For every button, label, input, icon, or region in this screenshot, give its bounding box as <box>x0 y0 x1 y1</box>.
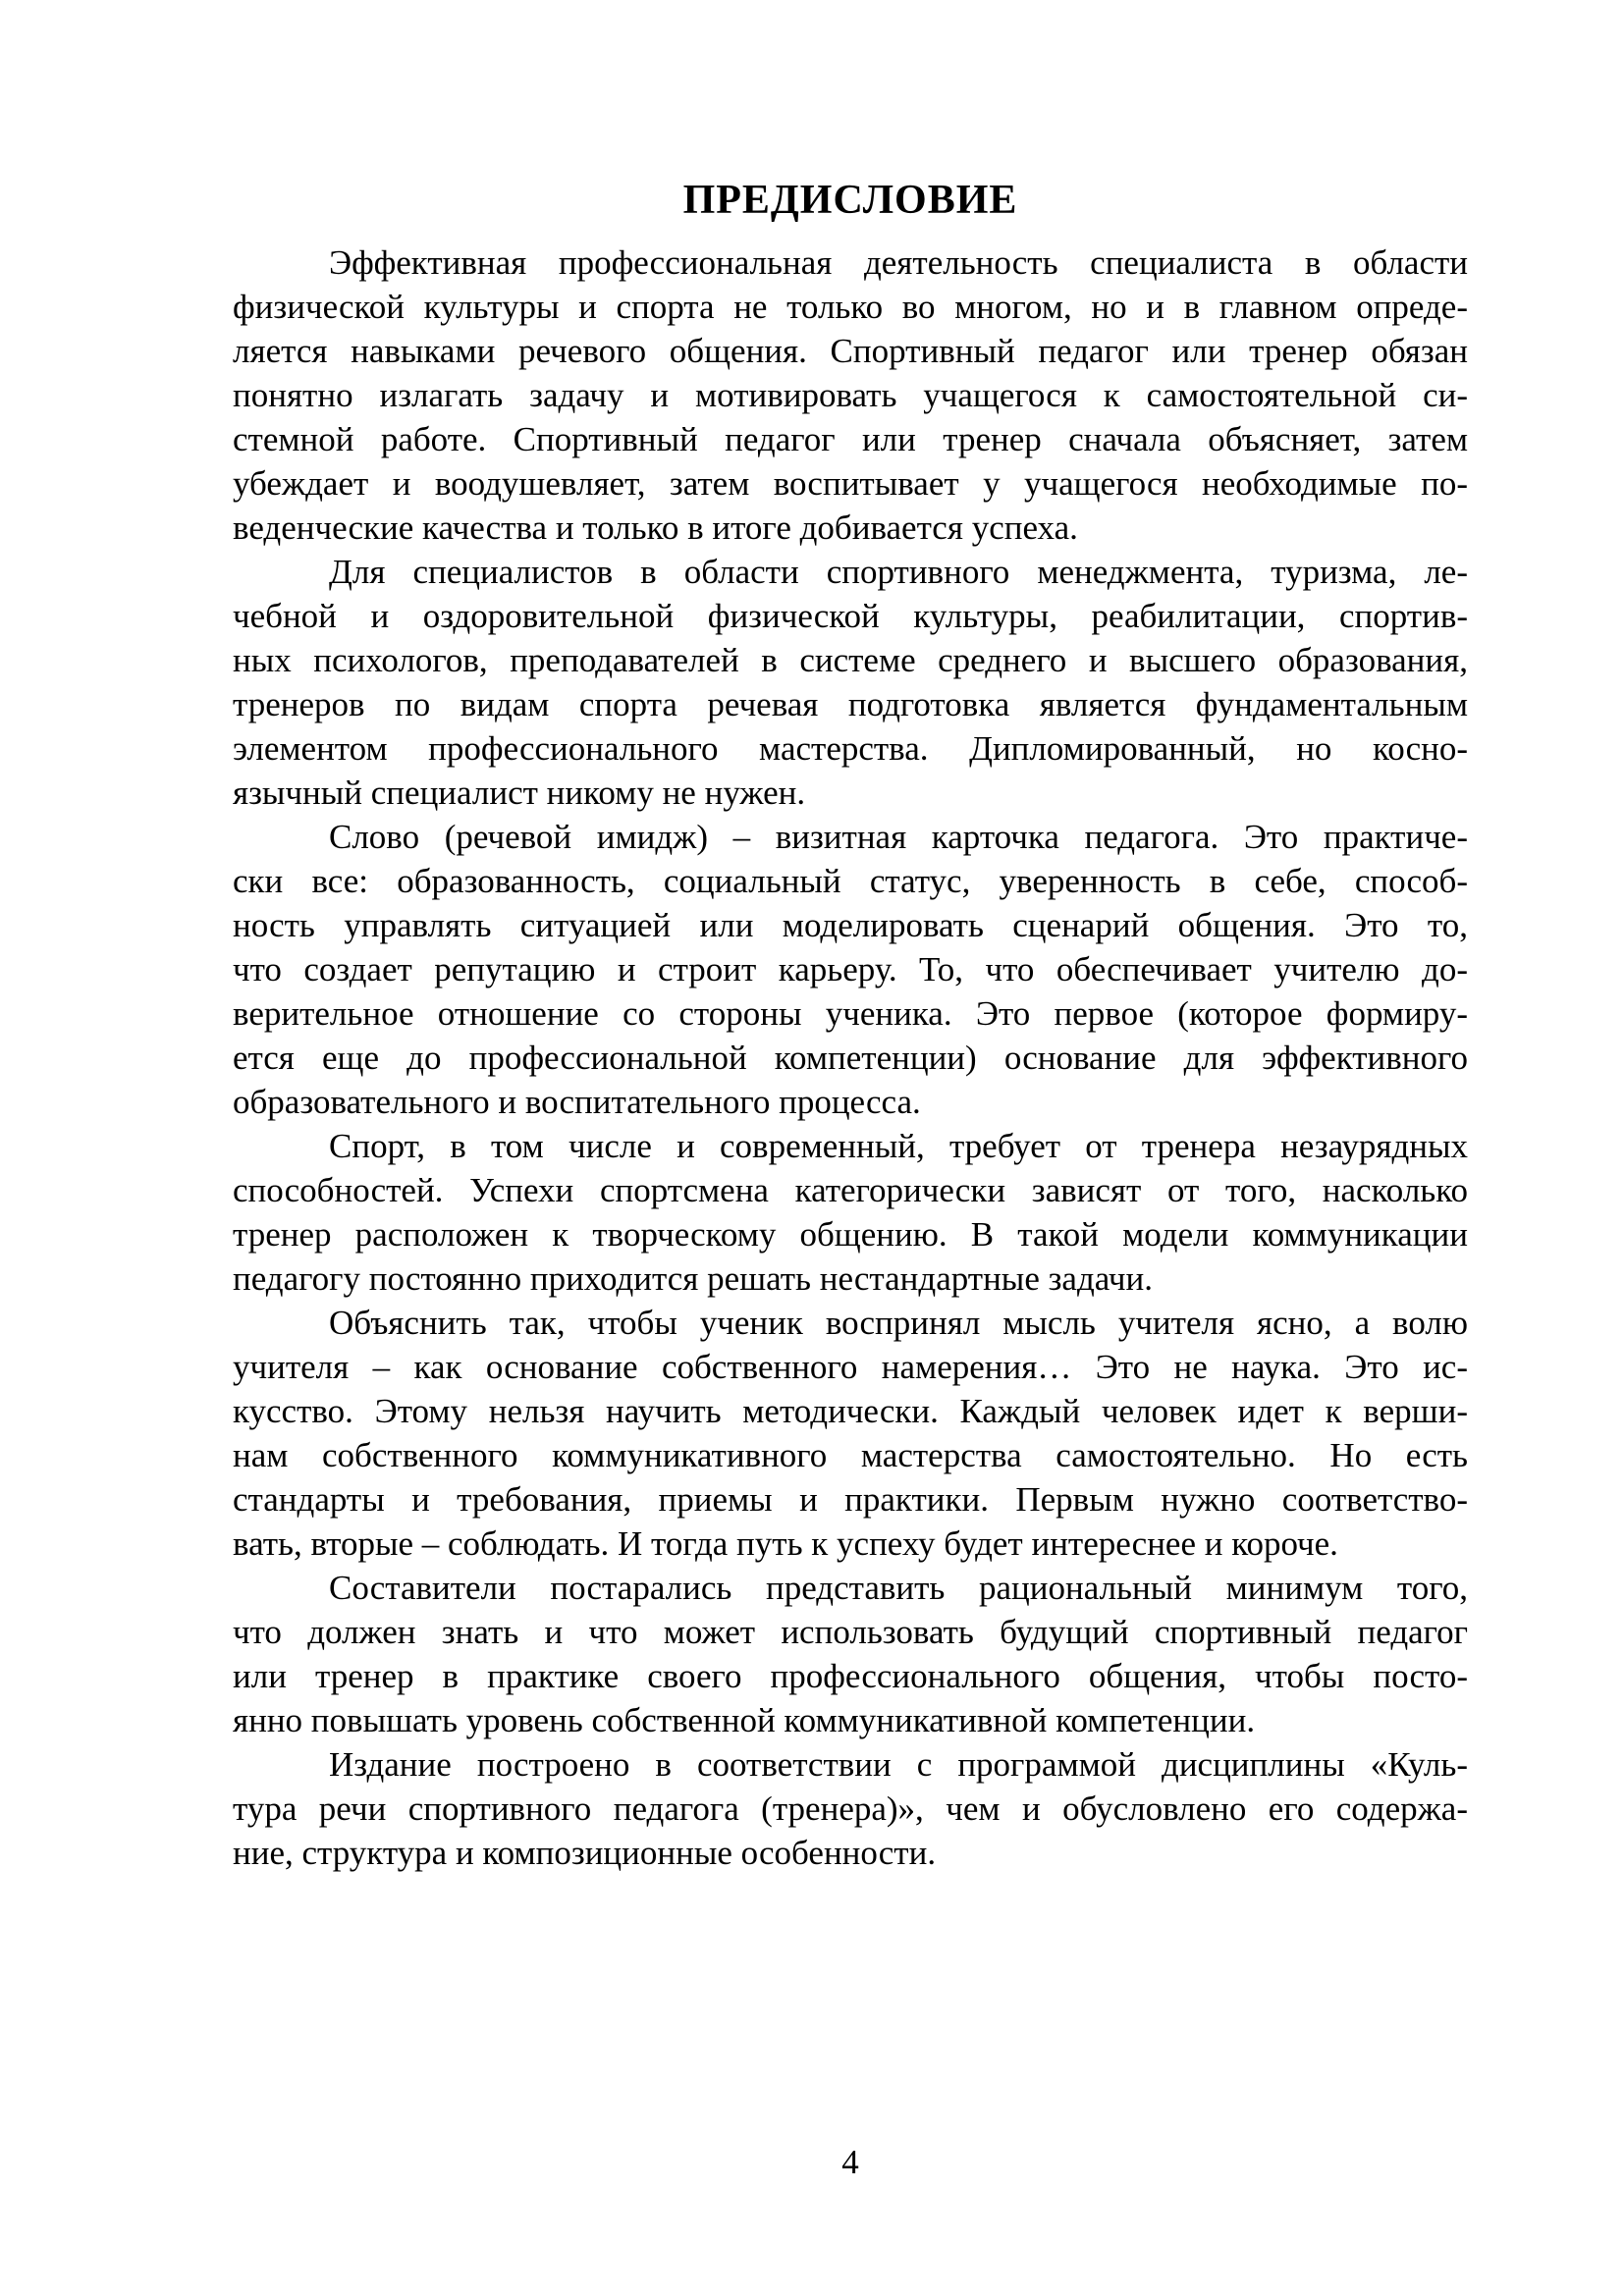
text-line: тура речи спортивного педагога (тренера)», чем и обусловлено его содержа- <box>233 1789 1468 1828</box>
text-line: Слово (речевой имидж) – визитная карточка педагога. Это практиче- <box>329 818 1468 856</box>
page-title: ПРЕДИСЛОВИЕ <box>682 178 1018 224</box>
preface-body <box>233 240 1468 1875</box>
text-line: физической культуры и спорта не только во многом, но и в главном опреде- <box>233 288 1468 326</box>
text-line: Эффективная профессиональная деятельность специалиста в области <box>329 243 1468 282</box>
paragraph <box>233 1566 1468 1742</box>
text-line: кусство. Этому нельзя научить методически. Каждый человек идет к верши- <box>233 1392 1468 1430</box>
text-line: нам собственного коммуникативного мастерства самостоятельно. Но есть <box>233 1436 1468 1474</box>
text-line: образовательного и воспитательного процесса. <box>233 1083 921 1121</box>
text-line: тренер расположен к творческому общению. В такой модели коммуникации <box>233 1215 1468 1254</box>
text-line: убеждает и воодушевляет, затем воспитывает у учащегося необходимые по- <box>233 464 1468 503</box>
text-line: ние, структура и композиционные особенности. <box>233 1834 937 1872</box>
text-line: Объяснить так, чтобы ученик воспринял мысль учителя ясно, а волю <box>329 1304 1468 1342</box>
text-line: Для специалистов в области спортивного менеджмента, туризма, ле- <box>329 553 1468 591</box>
text-line: верительное отношение со стороны ученика. Это первое (которое формиру- <box>233 994 1468 1033</box>
text-line: стемной работе. Спортивный педагог или тренер сначала объясняет, затем <box>233 420 1468 458</box>
paragraph <box>233 550 1468 815</box>
text-line: Спорт, в том числе и современный, требует от тренера незаурядных <box>329 1127 1468 1165</box>
paragraph <box>233 1742 1468 1875</box>
text-line: вать, вторые – соблюдать. И тогда путь к успеху будет интереснее и короче. <box>233 1524 1338 1563</box>
paragraph <box>233 240 1468 550</box>
text-line: янно повышать уровень собственной коммуникативной компетенции. <box>233 1701 1256 1739</box>
text-line: тренеров по видам спорта речевая подготовка является фундаментальным <box>233 685 1468 723</box>
text-line: веденческие качества и только в итоге добивается успеха. <box>233 508 1078 547</box>
text-line: Составители постарались представить рациональный минимум того, <box>329 1569 1468 1607</box>
text-line: чебной и оздоровительной физической культуры, реабилитации, спортив- <box>233 597 1468 635</box>
paragraph <box>233 1301 1468 1566</box>
text-line: Издание построено в соответствии с программой дисциплины «Куль- <box>329 1745 1468 1784</box>
text-line: ски все: образованность, социальный статус, уверенность в себе, способ- <box>233 862 1468 900</box>
paragraph <box>233 815 1468 1124</box>
paragraph <box>233 1124 1468 1301</box>
text-line: элементом профессионального мастерства. Дипломированный, но косно- <box>233 729 1468 768</box>
text-line: что должен знать и что может использовать будущий спортивный педагог <box>233 1613 1468 1651</box>
text-line: понятно излагать задачу и мотивировать учащегося к самостоятельной си- <box>233 376 1468 414</box>
text-line: ется еще до профессиональной компетенции) основание для эффективного <box>233 1039 1468 1077</box>
text-line: язычный специалист никому не нужен. <box>233 774 806 812</box>
text-line: ляется навыками речевого общения. Спортивный педагог или тренер обязан <box>233 332 1468 370</box>
text-line: учителя – как основание собственного намерения… Это не наука. Это ис- <box>233 1348 1468 1386</box>
text-line: или тренер в практике своего профессионального общения, чтобы посто- <box>233 1657 1468 1695</box>
text-line: ность управлять ситуацией или моделировать сценарий общения. Это то, <box>233 906 1468 944</box>
text-line: стандарты и требования, приемы и практики. Первым нужно соответство- <box>233 1480 1468 1519</box>
page-number: 4 <box>841 2143 859 2181</box>
text-line: способностей. Успехи спортсмена категорически зависят от того, насколько <box>233 1171 1468 1209</box>
text-line: ных психологов, преподавателей в системе среднего и высшего образования, <box>233 641 1468 679</box>
text-line: что создает репутацию и строит карьеру. То, что обеспечивает учителю до- <box>233 950 1468 988</box>
text-line: педагогу постоянно приходится решать нестандартные задачи. <box>233 1259 1153 1298</box>
